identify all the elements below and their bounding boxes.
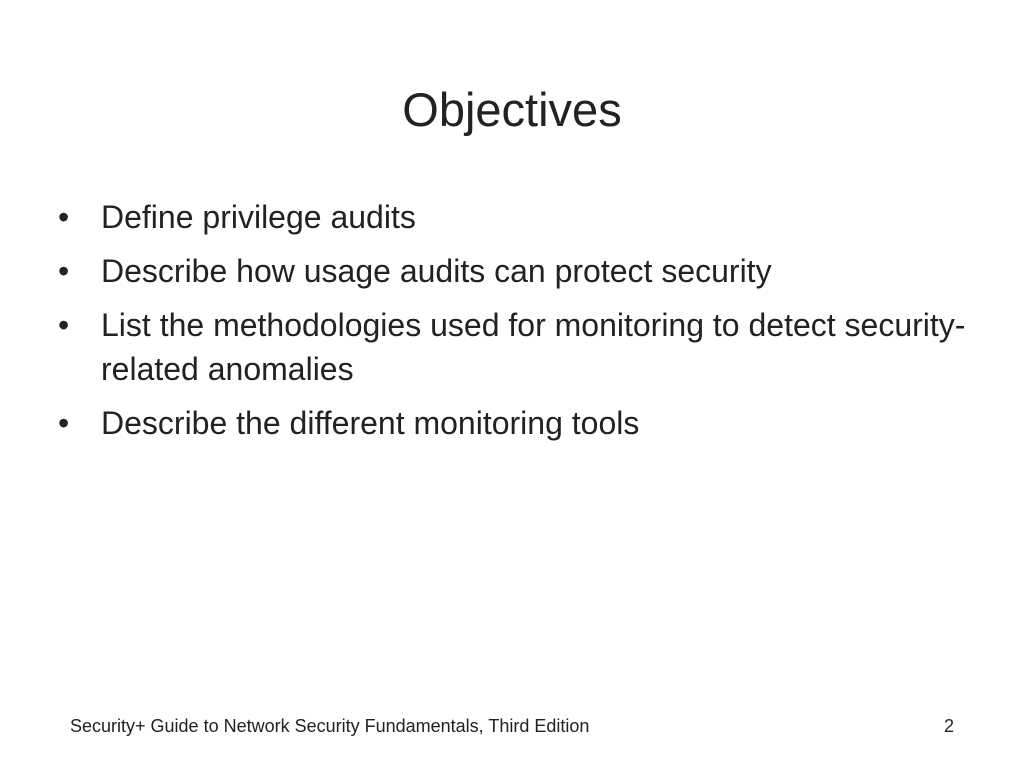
bullet-item: [58, 303, 978, 391]
bullet-text: Describe how usage audits can protect security: [101, 253, 772, 289]
bullet-item: [58, 249, 978, 293]
slide-title: Objectives: [402, 83, 622, 136]
bullet-text: Describe the different monitoring tools: [101, 405, 640, 441]
bullet-marker-icon: •: [58, 307, 70, 343]
bullet-text: List the methodologies used for monitoring to detect security-related anomalies: [101, 307, 966, 387]
bullet-text: Define privilege audits: [101, 199, 416, 235]
bullet-marker-icon: •: [58, 405, 70, 441]
bullet-list: [58, 195, 978, 455]
page-number: 2: [943, 716, 954, 736]
bullet-marker-icon: •: [58, 253, 70, 289]
bullet-marker-icon: •: [58, 199, 70, 235]
footer-book-title: Security+ Guide to Network Security Fundamentals, Third Edition: [70, 716, 590, 736]
bullet-item: [58, 195, 978, 239]
bullet-item: [58, 401, 978, 445]
